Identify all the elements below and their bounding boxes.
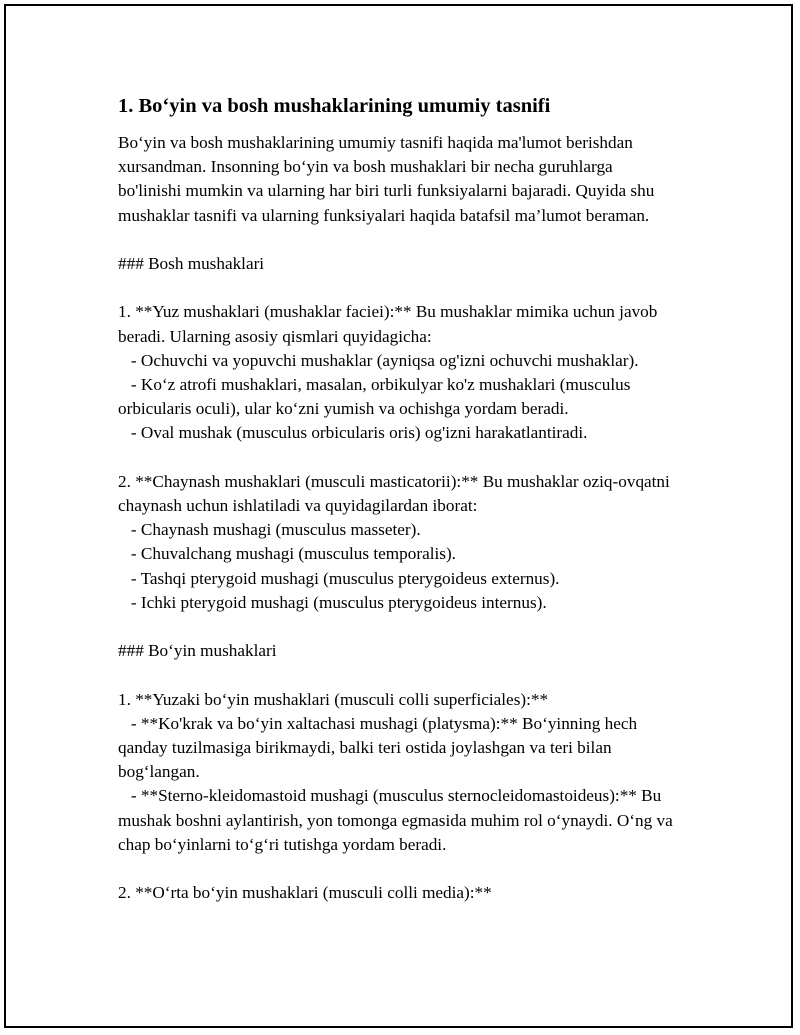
list-subitem: - Chuvalchang mushagi (musculus temporalis).	[130, 544, 456, 564]
list-item-title: 1. **Yuz mushaklari (mushaklar faciei):** Bu mushaklar mimika uchun javob beradi. Ularning asosiy qismlari quyidagicha:	[118, 302, 658, 346]
list-subitem: - **Sterno-kleidomastoid mushagi (musculus sternocleidomastoideus):** Bu mushak boshni aylantirish, yon tomonga egmasida muhim rol o‘ynaydi. O‘ng va chap bo‘yinlarni to‘g‘ri tutishga yordam beradi.	[118, 786, 673, 854]
section-heading-head: ### Bosh mushaklari	[118, 254, 265, 273]
head-muscles-item-1	[118, 300, 678, 445]
list-item-title: 2. **O‘rta bo‘yin mushaklari (musculi colli media):**	[118, 883, 492, 903]
neck-muscles-item-1	[118, 688, 678, 857]
list-subitem: - Oval mushak (musculus orbicularis oris) og'izni harakatlantiradi.	[130, 423, 588, 443]
list-subitem: - Chaynash mushagi (musculus masseter).	[130, 520, 421, 540]
list-subitem: - **Ko'krak va bo‘yin xaltachasi mushagi (platysma):** Bo‘yinning hech qanday tuzilmasiga birikmaydi, balki teri ostida joylashgan va teri bilan bog‘langan.	[118, 713, 638, 782]
section-heading-neck: ### Bo‘yin mushaklari	[118, 641, 277, 661]
document-heading: 1. Bo‘yin va bosh mushaklarining umumiy tasnifi	[118, 95, 551, 117]
list-subitem: - Tashqi pterygoid mushagi (musculus pterygoideus externus).	[130, 568, 560, 588]
list-subitem: - Ichki pterygoid mushagi (musculus pterygoideus internus).	[130, 592, 547, 612]
list-subitem: - Ko‘z atrofi mushaklari, masalan, orbikulyar ko'z mushaklari (musculus orbicularis oculi), ular ko‘zni yumish va ochishga yordam beradi.	[118, 375, 631, 419]
list-subitem: - Ochuvchi va yopuvchi mushaklar (ayniqsa og'izni ochuvchi mushaklar).	[130, 350, 639, 370]
document-body	[118, 91, 678, 905]
list-item-title: 1. **Yuzaki bo‘yin mushaklari (musculi colli superficiales):**	[118, 689, 549, 709]
list-item-title: 2. **Chaynash mushaklari (musculi masticatorii):** Bu mushaklar oziq-ovqatni chaynash uchun ishlatiladi va quyidagilardan iborat:	[118, 471, 670, 515]
head-muscles-item-2	[118, 470, 678, 615]
intro-paragraph: Bo‘yin va bosh mushaklarining umumiy tasnifi haqida ma'lumot berishdan xursandman. Insonning bo‘yin va bosh mushaklari bir necha guruhlarga bo'linishi mumkin va ularning har biri turli funksiyalarni bajaradi. Quyida shu mushaklar tasnifi va ularning funksiyalari haqida batafsil ma’lumot beraman.	[118, 133, 655, 225]
neck-muscles-item-2	[118, 881, 678, 905]
